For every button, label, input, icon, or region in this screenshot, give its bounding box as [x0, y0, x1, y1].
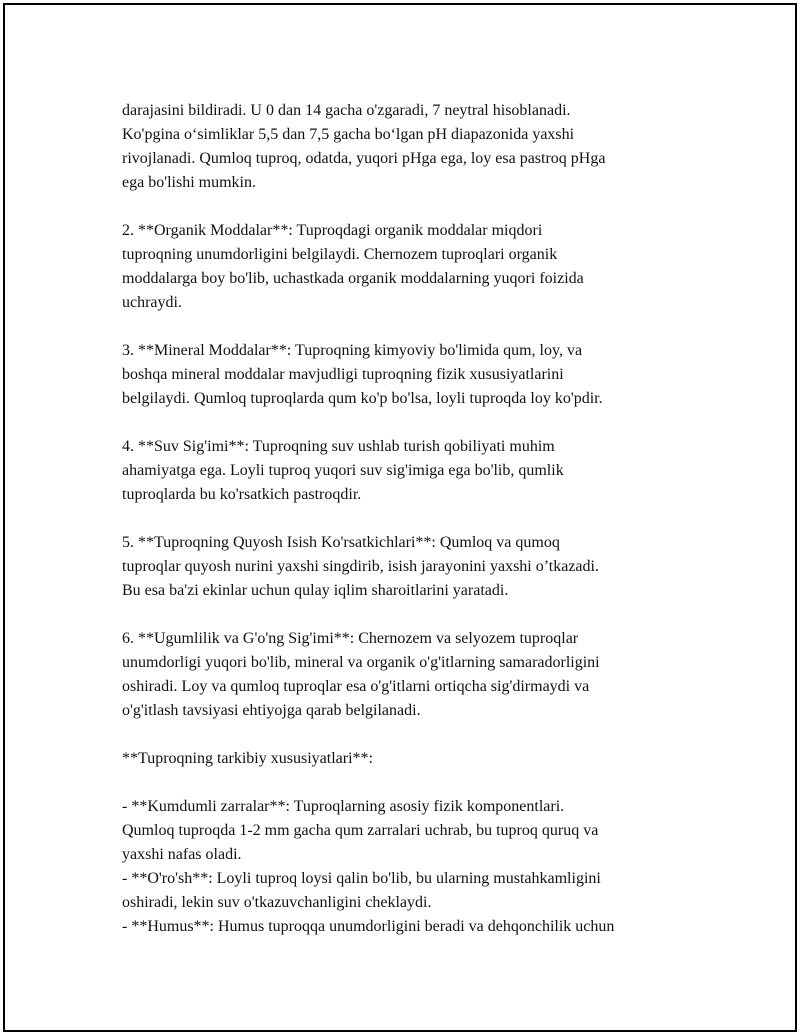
text-line: - **Kumdumli zarralar**: Tuproqlarning asosiy fizik komponentlari.	[122, 798, 565, 815]
text-line: Bu esa ba'zi ekinlar uchun qulay iqlim sharoitlarini yaratadi.	[122, 582, 509, 599]
text-line: Ko'pgina o‘simliklar 5,5 dan 7,5 gacha bo‘lgan pH diapazonida yaxshi	[122, 126, 575, 143]
text-line: tuproqning unumdorligini belgilaydi. Chernozem tuproqlari organik	[122, 246, 558, 263]
paragraph-gap	[122, 771, 722, 795]
text-line: moddalarga boy bo'lib, uchastkada organik moddalarning yuqori foizida	[122, 270, 584, 287]
text-line: Qumloq tuproqda 1-2 mm gacha qum zarralari uchrab, bu tuproq quruq va	[122, 822, 599, 839]
text-line: oshiradi, lekin suv o'tkazuvchanligini cheklaydi.	[122, 894, 432, 911]
text-line: darajasini bildiradi. U 0 dan 14 gacha o'zgaradi, 7 neytral hisoblanadi.	[122, 102, 571, 119]
paragraph-gap	[122, 195, 722, 219]
text-line: - **Humus**: Humus tuproqqa unumdorligini beradi va dehqonchilik uchun	[122, 918, 615, 935]
text-line: 3. **Mineral Moddalar**: Tuproqning kimyoviy bo'limida qum, loy, va	[122, 342, 583, 359]
text-line: tuproqlar quyosh nurini yaxshi singdirib, isish jarayonini yaxshi o’tkazadi.	[122, 558, 599, 575]
paragraph-gap	[122, 315, 722, 339]
text-line: ahamiyatga ega. Loyli tuproq yuqori suv sig'imiga ega bo'lib, qumlik	[122, 462, 564, 479]
text-line: unumdorligi yuqori bo'lib, mineral va organik o'g'itlarning samaradorligini	[122, 654, 600, 671]
paragraph-gap	[122, 507, 722, 531]
text-line: yaxshi nafas oladi.	[122, 846, 242, 863]
text-line: 2. **Organik Moddalar**: Tuproqdagi organik moddalar miqdori	[122, 222, 543, 239]
document-body	[122, 99, 722, 939]
text-line: 5. **Tuproqning Quyosh Isish Ko'rsatkichlari**: Qumloq va qumoq	[122, 534, 560, 551]
paragraph-gap	[122, 411, 722, 435]
text-line: 6. **Ugumlilik va G'o'ng Sig'imi**: Chernozem va selyozem tuproqlar	[122, 630, 579, 647]
text-line: belgilaydi. Qumloq tuproqlarda qum ko'p bo'lsa, loyli tuproqda loy ko'pdir.	[122, 390, 603, 407]
text-line: tuproqlarda bu ko'rsatkich pastroqdir.	[122, 486, 362, 503]
text-line: **Tuproqning tarkibiy xususiyatlari**:	[122, 750, 373, 767]
text-line: o'g'itlash tavsiyasi ehtiyojga qarab belgilanadi.	[122, 702, 421, 719]
text-line: 4. **Suv Sig'imi**: Tuproqning suv ushlab turish qobiliyati muhim	[122, 438, 555, 455]
text-line: uchraydi.	[122, 294, 182, 311]
text-line: - **O'ro'sh**: Loyli tuproq loysi qalin bo'lib, bu ularning mustahkamligini	[122, 870, 601, 887]
paragraph-gap	[122, 603, 722, 627]
text-line: rivojlanadi. Qumloq tuproq, odatda, yuqori pHga ega, loy esa pastroq pHga	[122, 150, 606, 167]
page-frame	[3, 3, 797, 1032]
paragraph-gap	[122, 723, 722, 747]
text-line: oshiradi. Loy va qumloq tuproqlar esa o'g'itlarni ortiqcha sig'dirmaydi va	[122, 678, 590, 695]
text-line: boshqa mineral moddalar mavjudligi tuproqning fizik xususiyatlarini	[122, 366, 564, 383]
text-line: ega bo'lishi mumkin.	[122, 174, 256, 191]
